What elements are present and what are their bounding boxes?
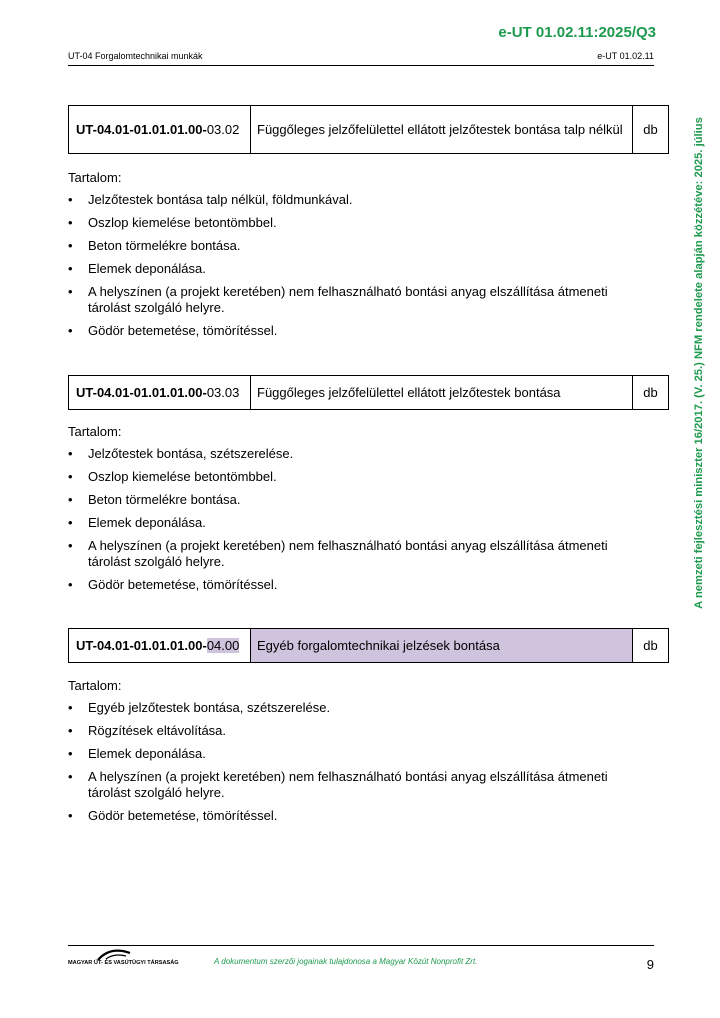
list-item: • Gödör betemetése, tömörítéssel.	[68, 577, 278, 592]
list-item: • Gödör betemetése, tömörítéssel.	[68, 808, 278, 823]
item-unit: db	[633, 376, 669, 410]
society-name: MAGYAR ÚT- ÉS VASÚTÜGYI TÁRSASÁG	[68, 960, 179, 966]
contents-label: Tartalom:	[68, 678, 122, 693]
page-number: 9	[646, 957, 654, 972]
contents-section	[68, 678, 648, 831]
contents-label: Tartalom:	[68, 170, 122, 185]
list-item: • Beton törmelékre bontása.	[68, 492, 241, 507]
bullet-icon: •	[68, 538, 73, 553]
list-item: • Oszlop kiemelése betontömbbel.	[68, 469, 277, 484]
item-code-suffix: 03.02	[206, 122, 240, 137]
list-item: • A helyszínen (a projekt keretében) nem felhasználható bontási anyag elszállítása átmeneti tárolást szolgáló helyre.	[68, 284, 608, 315]
item-title: Egyéb forgalomtechnikai jelzések bontása	[251, 629, 633, 663]
list-item: • A helyszínen (a projekt keretében) nem felhasználható bontási anyag elszállítása átmeneti tárolást szolgáló helyre.	[68, 538, 608, 569]
contents-section	[68, 424, 648, 600]
item-code-main: UT-04.01-01.01.01.00-	[76, 385, 207, 400]
document-code: e-UT 01.02.11:2025/Q3	[498, 24, 656, 41]
list-item: • Jelzőtestek bontása, szétszerelése.	[68, 446, 294, 461]
bullet-icon: •	[68, 192, 73, 207]
running-header	[68, 51, 654, 66]
list-item: • Beton törmelékre bontása.	[68, 238, 241, 253]
item-code	[69, 629, 251, 663]
footer-divider	[68, 945, 654, 946]
bullet-icon: •	[68, 577, 73, 592]
bullet-icon: •	[68, 492, 73, 507]
item-code-main: UT-04.01-01.01.01.00-	[76, 638, 207, 653]
item-table	[68, 628, 669, 663]
chapter-title: UT-04 Forgalomtechnikai munkák	[68, 51, 203, 61]
list-item: • Egyéb jelzőtestek bontása, szétszerelése.	[68, 700, 331, 715]
list-item: • Oszlop kiemelése betontömbbel.	[68, 215, 277, 230]
table-row	[69, 629, 669, 663]
item-unit: db	[633, 629, 669, 663]
list-item: • Jelzőtestek bontása talp nélkül, földmunkával.	[68, 192, 353, 207]
item-title: Függőleges jelzőfelülettel ellátott jelzőtestek bontása talp nélkül	[251, 106, 633, 154]
society-logo	[68, 948, 179, 972]
contents-label: Tartalom:	[68, 424, 122, 439]
item-table	[68, 105, 669, 154]
item-code-main: UT-04.01-01.01.01.00-	[76, 122, 207, 137]
bullet-icon: •	[68, 808, 73, 823]
item-table	[68, 375, 669, 410]
table-row	[69, 376, 669, 410]
copyright-notice: A dokumentum szerzői jogainak tulajdonosa a Magyar Közút Nonprofit Zrt.	[214, 957, 478, 966]
bullet-icon: •	[68, 469, 73, 484]
list-item: • Elemek deponálása.	[68, 746, 206, 761]
document-id: e-UT 01.02.11	[597, 51, 654, 61]
list-item: • Gödör betemetése, tömörítéssel.	[68, 323, 278, 338]
contents-list	[68, 446, 648, 593]
bullet-icon: •	[68, 700, 73, 715]
bullet-icon: •	[68, 446, 73, 461]
item-code-suffix: 04.00	[206, 638, 240, 653]
bullet-icon: •	[68, 238, 73, 253]
list-item: • Elemek deponálása.	[68, 261, 206, 276]
contents-section	[68, 170, 648, 346]
list-item: • A helyszínen (a projekt keretében) nem felhasználható bontási anyag elszállítása átmeneti tárolást szolgáló helyre.	[68, 769, 608, 800]
bullet-icon: •	[68, 323, 73, 338]
item-title: Függőleges jelzőfelülettel ellátott jelzőtestek bontása	[251, 376, 633, 410]
bullet-icon: •	[68, 746, 73, 761]
table-row	[69, 106, 669, 154]
bullet-icon: •	[68, 261, 73, 276]
publication-note	[690, 96, 708, 630]
bullet-icon: •	[68, 515, 73, 530]
bullet-icon: •	[68, 284, 73, 299]
publication-note-text: A nemzeti fejlesztési miniszter 16/2017. (V. 25.) NFM rendelete alapján közzétéve: 2025. július	[693, 117, 705, 609]
list-item: • Elemek deponálása.	[68, 515, 206, 530]
bullet-icon: •	[68, 723, 73, 738]
item-code	[69, 376, 251, 410]
bullet-icon: •	[68, 215, 73, 230]
bullet-icon: •	[68, 769, 73, 784]
item-code-suffix: 03.03	[206, 385, 240, 400]
contents-list	[68, 700, 648, 824]
item-unit: db	[633, 106, 669, 154]
item-code	[69, 106, 251, 154]
list-item: • Rögzítések eltávolítása.	[68, 723, 227, 738]
contents-list	[68, 192, 648, 339]
